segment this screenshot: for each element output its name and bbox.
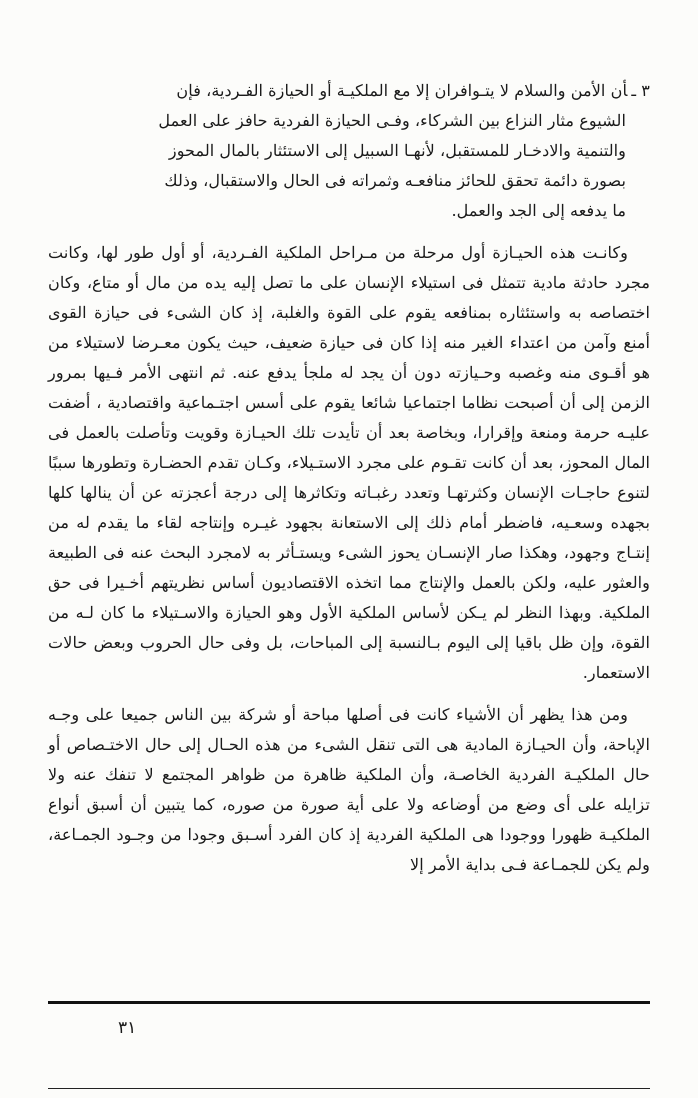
footer-rule	[48, 1001, 650, 1004]
list-line-1-text: أن الأمن والسلام لا يتـوافران إلا مع الملكيـة أو الحيازة الفـردية، فإن	[176, 81, 628, 100]
list-number: ٣ ـ	[631, 81, 650, 100]
bottom-rule	[48, 1088, 650, 1089]
list-item-3	[48, 76, 650, 226]
paragraph-2: ومن هذا يظهر أن الأشياء كانت فى أصلها مباحة أو شركة بين الناس جميعا على وجـه الإباحة، وأن الحيـازة المادية هى التى تنقل الشىء من هذه الحـال إلى حال الاختـصاص أو حال الملكيـة الفردية الخاصـة، وأن الملكية ظاهرة من ظواهر المجتمع لا تنفك عنه ولا تزايله على أى وضع من أوضاعه ولا على أية صورة من صوره، كما يتبين أن أسبق أنواع الملكيـة ظهورا ووجودا هى الملكية الفردية إذ كان الفرد أسـبق وجودا من وجـود الجمـاعة، ولم يكن للجمـاعة فـى بداية الأمر إلا	[48, 705, 650, 874]
paragraph-spacer	[48, 688, 650, 700]
list-line-5: ما يدفعه إلى الجد والعمل.	[451, 201, 626, 220]
paragraph-1: وكانـت هذه الحيـازة أول مرحلة من مـراحل الملكية الفـردية، أو أول طور لها، وكانت مجرد حادثة مادية تتمثل فى استيلاء الإنسان على ما تصل إليه يده من مال أو متاع، وكان اختصاصه به واستئثاره بمنافعه يقوم على القوة والغلبة، إذ كان الشىء فى حيازة القوى أمنع وآمن من اعتداء الغير منه إذا كان فى حيازة ضعيف، حيث يكون معـرضا لاستيلاء من هو أقـوى منه وغصبه وحـيازته دون أن يجد له ملجأ يدفع عنه. ثم انتهى الأمر فـيها بمرور الزمن إلى أن أصبحت نظاما اجتماعيا شائعا يقوم على أسس اجتـماعية واقتصادية ، أضفت عليـه حرمة ومنعة وإقرارا، وبخاصة بعد أن تأيدت تلك الحيـازة وقويت وتأصلت بالعمل فى المال المحوز، بعد أن كانت تقـوم على مجرد الاستـيلاء، وكـان تقدم الحضـارة وتطورها سببًا لتنوع حاجـات الإنسان وكثرتهـا وتعدد رغبـاته وتكاثرها إلى درجة أعجزته عن أن ينالها كلها بجهده وسعـيه، فاضطر أمام ذلك إلى الاستعانة بجهود غيـره وإنتاجه لقاء ما يقدم له من إنتـاج وجهود، وهكذا صار الإنسـان يحوز الشىء ويستـأثر به لامجرد البحث عنه فى الطبيعة والعثور عليه، ولكن بالعمل والإنتاج مما اتخذه الاقتصاديون أساس نظريتهم أخـيرا فى حق الملكية. وبهذا النظر لم يـكن لأساس الملكية الأول وهو الحيازة والاسـتيلاء ما كان لـه من القوة، وإن ظل باقيا إلى اليوم بـالنسبة إلى المباحات، بل وفى حال الحروب وبعض حالات الاستعمار.	[48, 243, 650, 682]
page-number: ٣١	[118, 1018, 137, 1038]
body-text	[48, 76, 650, 880]
list-line-2: الشيوع مثار النزاع بين الشركاء، وفـى الحيازة الفردية حافز على العمل	[158, 111, 626, 130]
list-line-3: والتنمية والادخـار للمستقبل، لأنهـا السبيل إلى الاستئثار بالمال المحوز	[168, 141, 626, 160]
paragraph-spacer	[48, 226, 650, 238]
list-line-1	[48, 76, 650, 106]
list-line-4: بصورة دائمة تحقق للحائز منافعـه وثمراته فى الحال والاستقبال، وذلك	[164, 171, 626, 190]
